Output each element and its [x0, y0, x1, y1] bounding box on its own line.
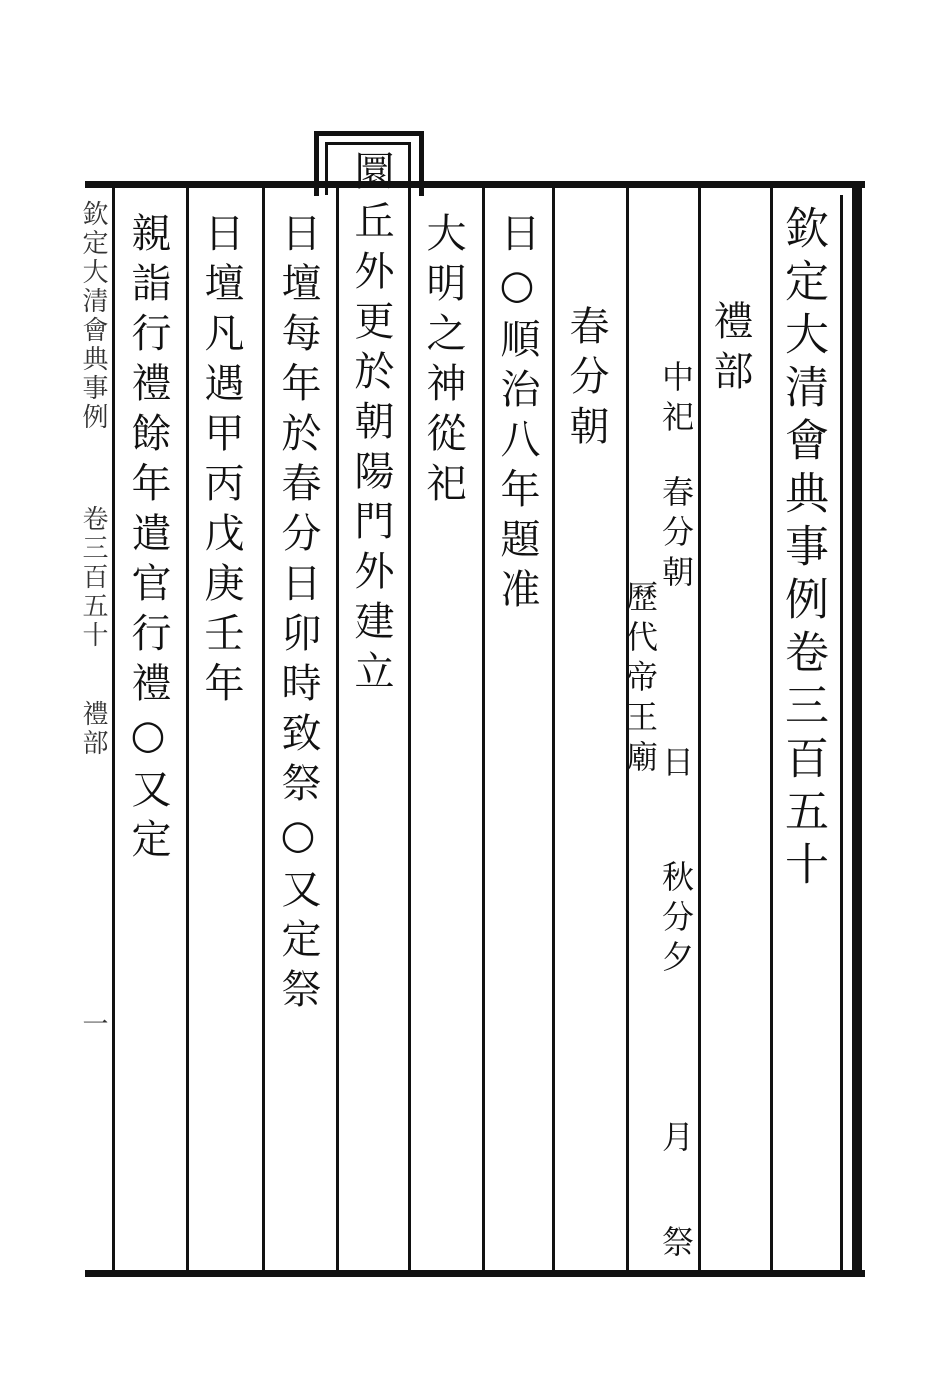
margin-chapter: 卷三百五十	[78, 505, 108, 650]
column-divider	[552, 188, 555, 1270]
body-column: 日○順治八年題准	[494, 212, 540, 618]
ritual-item: 秋分夕	[657, 860, 695, 980]
column-divider	[770, 188, 773, 1270]
column-divider	[482, 188, 485, 1270]
column-divider	[698, 188, 701, 1270]
right-border-rule	[852, 181, 862, 1277]
ritual-item: 春分朝	[657, 475, 695, 595]
body-column: 圜丘外更於朝陽門外建立	[348, 150, 394, 700]
column-divider	[408, 188, 411, 1270]
column-divider	[262, 188, 265, 1270]
section-heading: 春分朝	[563, 305, 609, 455]
top-border-rule	[85, 181, 865, 188]
ritual-item: 日	[657, 745, 695, 785]
ritual-item: 歷代帝王廟	[621, 580, 659, 780]
department-heading: 禮部	[707, 300, 753, 400]
column-divider	[336, 188, 339, 1270]
right-inner-rule	[840, 195, 843, 1270]
column-divider	[112, 188, 115, 1270]
body-column: 親詣行禮餘年遣官行禮○又定	[125, 212, 171, 868]
volume-title: 欽定大清會典事例卷三百五十	[777, 205, 828, 894]
margin-section: 禮部	[78, 700, 108, 758]
column-divider	[186, 188, 189, 1270]
margin-book-title: 欽定大清會典事例	[78, 200, 108, 432]
body-column: 大明之神從祀	[420, 212, 466, 512]
body-column: 日壇每年於春分日卯時致祭○又定祭	[275, 212, 321, 1018]
ritual-item: 中祀	[657, 360, 695, 440]
bottom-border-rule	[85, 1270, 865, 1277]
margin-page-number: 一	[78, 1010, 108, 1039]
ritual-item: 祭	[657, 1225, 695, 1265]
body-column: 日壇凡遇甲丙戊庚壬年	[198, 212, 244, 712]
ritual-item: 月	[657, 1120, 695, 1160]
